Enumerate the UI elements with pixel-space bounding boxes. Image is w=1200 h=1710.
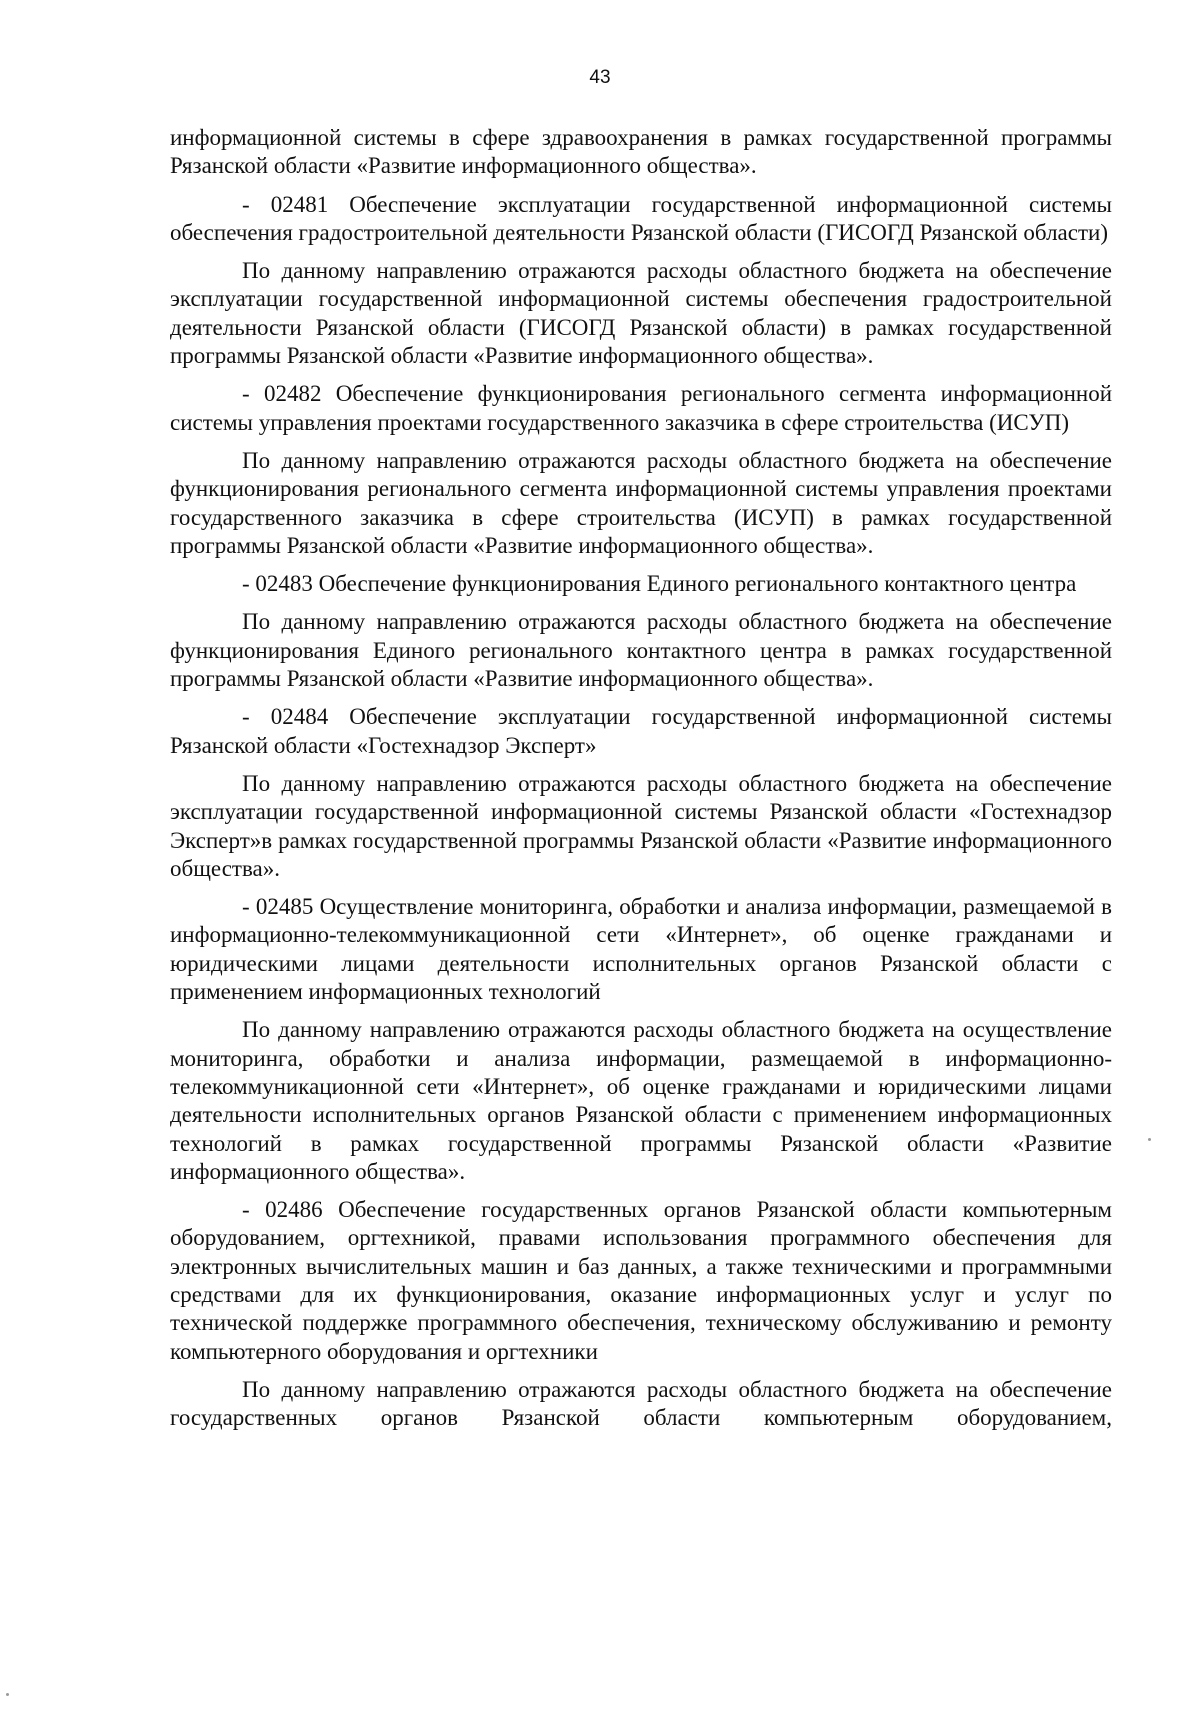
section-heading-02482: - 02482 Обеспечение функционирования регионального сегмента информационной системы управления проектами государственного заказчика в сфере строительства (ИСУП) — [170, 381, 1112, 435]
paragraph-02481-description: По данному направлению отражаются расходы областного бюджета на обеспечение эксплуатации государственной информационной системы обеспечения градостроительной деятельности Рязанской области (ГИСОГД Рязанской области) в рамках государственной программы Рязанской области «Развитие информационного общества». — [170, 258, 1112, 369]
page-number: 43 — [589, 67, 611, 88]
scan-speck — [1148, 1138, 1151, 1141]
section-heading-02481: - 02481 Обеспечение эксплуатации государственной информационной системы обеспечения градостроительной деятельности Рязанской области (ГИСОГД Рязанской области) — [170, 191, 1112, 245]
section-heading-02485: - 02485 Осуществление мониторинга, обработки и анализа информации, размещаемой в информационно-телекоммуникационной сети «Интернет», об оценке гражданами и юридическими лицами деятельности исполнительных органов Рязанской области с применением информационных технологий — [170, 894, 1112, 1005]
section-heading-02483: - 02483 Обеспечение функционирования Единого регионального контактного центра — [242, 571, 1077, 597]
paragraph-02484-description: По данному направлению отражаются расходы областного бюджета на обеспечение эксплуатации государственной информационной системы Рязанской области «Гостехнадзор Эксперт»в рамках государственной программы Рязанской области «Развитие информационного общества». — [170, 770, 1112, 881]
paragraph-02486-description: По данному направлению отражаются расходы областного бюджета на обеспечение государственных органов Рязанской области компьютерным оборудованием, — [170, 1376, 1112, 1431]
paragraph-continuation: информационной системы в сфере здравоохранения в рамках государственной программы Рязанской области «Развитие информационного общества». — [170, 125, 1112, 179]
document-body — [170, 124, 1112, 1442]
scan-speck — [6, 1693, 9, 1696]
paragraph-02482-description: По данному направлению отражаются расходы областного бюджета на обеспечение функционирования регионального сегмента информационной системы управления проектами государственного заказчика в сфере строительства (ИСУП) в рамках государственной программы Рязанской области «Развитие информационного общества». — [170, 447, 1112, 558]
section-heading-02486: - 02486 Обеспечение государственных органов Рязанской области компьютерным оборудованием, оргтехникой, правами использования программного обеспечения для электронных вычислительных машин и баз данных, а также техническими и программными средствами для их функционирования, оказание информационных услуг и услуг по технической поддержке программного обеспечения, техническому обслуживанию и ремонту компьютерного оборудования и оргтехники — [170, 1197, 1112, 1364]
paragraph-02483-description: По данному направлению отражаются расходы областного бюджета на обеспечение функционирования Единого регионального контактного центра в рамках государственной программы Рязанской области «Развитие информационного общества». — [170, 609, 1112, 692]
section-heading-02484: - 02484 Обеспечение эксплуатации государственной информационной системы Рязанской области «Гостехнадзор Эксперт» — [170, 704, 1112, 758]
paragraph-02485-description: По данному направлению отражаются расходы областного бюджета на осуществление мониторинга, обработки и анализа информации, размещаемой в информационно-телекоммуникационной сети «Интернет», об оценке гражданами и юридическими лицами деятельности исполнительных органов Рязанской области с применением информационных технологий в рамках государственной программы Рязанской области «Развитие информационного общества». — [170, 1017, 1112, 1184]
